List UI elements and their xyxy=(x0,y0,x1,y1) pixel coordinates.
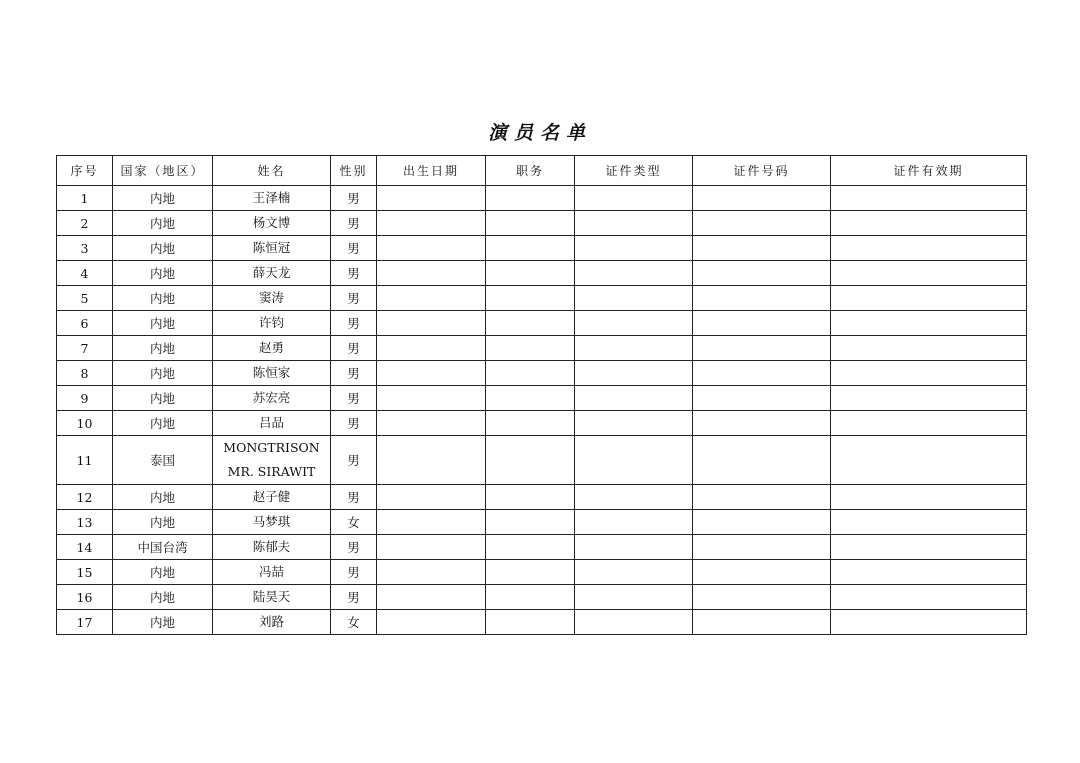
cell-id-number xyxy=(693,411,831,436)
cell-name xyxy=(213,261,331,286)
cell-id-type xyxy=(575,510,693,535)
cell-id-number xyxy=(693,436,831,485)
cell-name xyxy=(213,361,331,386)
cell-position xyxy=(486,261,575,286)
cell-birth-date xyxy=(377,236,486,261)
cell-id-number xyxy=(693,311,831,336)
cell-gender: 男 xyxy=(331,261,377,286)
cell-gender: 男 xyxy=(331,211,377,236)
page-title: 演员名单 xyxy=(487,122,592,144)
name-line: 陈恒家 xyxy=(252,365,291,380)
cell-position xyxy=(486,436,575,485)
cell-id-expiry xyxy=(831,336,1027,361)
header-row xyxy=(57,156,1027,186)
cell-id-expiry xyxy=(831,186,1027,211)
cell-id-expiry xyxy=(831,286,1027,311)
cell-region: 内地 xyxy=(113,311,213,336)
column-header-gender: 性别 xyxy=(331,156,377,186)
cell-gender: 男 xyxy=(331,336,377,361)
cell-no: 9 xyxy=(57,386,113,411)
cell-position xyxy=(486,610,575,635)
cell-id-expiry xyxy=(831,261,1027,286)
cell-region: 内地 xyxy=(113,286,213,311)
cell-id-type xyxy=(575,286,693,311)
cell-name xyxy=(213,411,331,436)
cell-region: 内地 xyxy=(113,411,213,436)
table-row xyxy=(57,535,1027,560)
name-line: MR. SIRAWIT xyxy=(227,464,316,479)
cell-id-type xyxy=(575,186,693,211)
table-row xyxy=(57,311,1027,336)
cell-id-expiry xyxy=(831,311,1027,336)
cell-region: 内地 xyxy=(113,211,213,236)
cell-name xyxy=(213,336,331,361)
cell-id-type xyxy=(575,560,693,585)
cell-name xyxy=(213,485,331,510)
cell-name xyxy=(213,436,331,485)
cell-id-type xyxy=(575,261,693,286)
cell-gender: 男 xyxy=(331,186,377,211)
cell-id-type xyxy=(575,436,693,485)
cell-id-type xyxy=(575,485,693,510)
cell-region: 内地 xyxy=(113,510,213,535)
cell-name xyxy=(213,311,331,336)
cell-birth-date xyxy=(377,261,486,286)
table-row xyxy=(57,485,1027,510)
cell-id-number xyxy=(693,485,831,510)
cell-id-expiry xyxy=(831,585,1027,610)
name-line: 赵子健 xyxy=(252,489,291,504)
cell-gender: 男 xyxy=(331,311,377,336)
cell-name xyxy=(213,535,331,560)
cell-region: 内地 xyxy=(113,361,213,386)
cell-id-type xyxy=(575,211,693,236)
cell-birth-date xyxy=(377,336,486,361)
cell-birth-date xyxy=(377,535,486,560)
cell-id-expiry xyxy=(831,411,1027,436)
cell-no: 7 xyxy=(57,336,113,361)
cell-no: 17 xyxy=(57,610,113,635)
cell-id-type xyxy=(575,386,693,411)
cell-name xyxy=(213,186,331,211)
cell-birth-date xyxy=(377,436,486,485)
cell-id-number xyxy=(693,585,831,610)
column-header-id-number: 证件号码 xyxy=(693,156,831,186)
cell-id-expiry xyxy=(831,510,1027,535)
cell-id-type xyxy=(575,585,693,610)
cell-region: 中国台湾 xyxy=(113,535,213,560)
table-row xyxy=(57,510,1027,535)
cell-birth-date xyxy=(377,585,486,610)
table-row xyxy=(57,436,1027,485)
cell-gender: 男 xyxy=(331,560,377,585)
cell-birth-date xyxy=(377,386,486,411)
table-row xyxy=(57,286,1027,311)
column-header-birth-date: 出生日期 xyxy=(377,156,486,186)
cell-name xyxy=(213,236,331,261)
cell-gender: 男 xyxy=(331,236,377,261)
name-line: 马梦琪 xyxy=(252,514,291,529)
cell-name xyxy=(213,585,331,610)
cell-name xyxy=(213,560,331,585)
cell-id-expiry xyxy=(831,436,1027,485)
cell-id-expiry xyxy=(831,610,1027,635)
cell-gender: 女 xyxy=(331,610,377,635)
cell-id-number xyxy=(693,186,831,211)
table-row xyxy=(57,336,1027,361)
table-row xyxy=(57,560,1027,585)
cell-position xyxy=(486,411,575,436)
cell-region: 内地 xyxy=(113,585,213,610)
cell-name xyxy=(213,610,331,635)
cell-id-number xyxy=(693,610,831,635)
table-row xyxy=(57,386,1027,411)
column-header-id-type: 证件类型 xyxy=(575,156,693,186)
cell-gender: 男 xyxy=(331,286,377,311)
cell-no: 3 xyxy=(57,236,113,261)
cell-region: 内地 xyxy=(113,386,213,411)
cell-no: 5 xyxy=(57,286,113,311)
cell-id-number xyxy=(693,386,831,411)
cell-name xyxy=(213,386,331,411)
cell-id-number xyxy=(693,560,831,585)
cell-birth-date xyxy=(377,610,486,635)
name-line: 窦涛 xyxy=(258,290,284,305)
cell-id-type xyxy=(575,361,693,386)
name-line: 苏宏亮 xyxy=(252,390,291,405)
cell-region: 内地 xyxy=(113,485,213,510)
cell-name xyxy=(213,211,331,236)
cell-region: 内地 xyxy=(113,560,213,585)
cell-birth-date xyxy=(377,361,486,386)
cell-birth-date xyxy=(377,510,486,535)
name-line: 吕品 xyxy=(258,415,284,430)
name-line: 杨文博 xyxy=(252,215,291,230)
cell-gender: 男 xyxy=(331,436,377,485)
name-line: MONGTRISON xyxy=(223,440,320,455)
cell-position xyxy=(486,286,575,311)
column-header-region: 国家（地区） xyxy=(113,156,213,186)
cell-no: 10 xyxy=(57,411,113,436)
table-row xyxy=(57,411,1027,436)
cell-position xyxy=(486,311,575,336)
column-header-name: 姓名 xyxy=(213,156,331,186)
cell-no: 12 xyxy=(57,485,113,510)
cell-id-number xyxy=(693,361,831,386)
cell-id-type xyxy=(575,610,693,635)
cell-region: 泰国 xyxy=(113,436,213,485)
name-line: 刘路 xyxy=(258,614,284,629)
name-line: 陈郁夫 xyxy=(252,539,291,554)
cell-id-expiry xyxy=(831,211,1027,236)
cell-id-number xyxy=(693,211,831,236)
cell-id-type xyxy=(575,411,693,436)
cell-id-number xyxy=(693,286,831,311)
column-header-position: 职务 xyxy=(486,156,575,186)
table-row xyxy=(57,610,1027,635)
cell-id-type xyxy=(575,236,693,261)
cell-gender: 男 xyxy=(331,535,377,560)
cell-position xyxy=(486,336,575,361)
cell-position xyxy=(486,361,575,386)
cell-no: 2 xyxy=(57,211,113,236)
table-row xyxy=(57,361,1027,386)
cell-birth-date xyxy=(377,211,486,236)
name-line: 薛天龙 xyxy=(252,265,291,280)
cell-gender: 女 xyxy=(331,510,377,535)
cell-no: 14 xyxy=(57,535,113,560)
cell-region: 内地 xyxy=(113,336,213,361)
cell-position xyxy=(486,186,575,211)
cell-gender: 男 xyxy=(331,485,377,510)
cell-no: 16 xyxy=(57,585,113,610)
cell-id-number xyxy=(693,261,831,286)
cell-no: 13 xyxy=(57,510,113,535)
cell-id-number xyxy=(693,535,831,560)
cell-birth-date xyxy=(377,485,486,510)
cell-name xyxy=(213,510,331,535)
column-header-id-expiry: 证件有效期 xyxy=(831,156,1027,186)
cell-id-expiry xyxy=(831,236,1027,261)
table-row xyxy=(57,186,1027,211)
cell-region: 内地 xyxy=(113,236,213,261)
cell-birth-date xyxy=(377,560,486,585)
cell-position xyxy=(486,211,575,236)
cell-position xyxy=(486,386,575,411)
name-line: 赵勇 xyxy=(258,340,284,355)
cell-no: 6 xyxy=(57,311,113,336)
name-line: 王泽楠 xyxy=(252,190,291,205)
cell-name xyxy=(213,286,331,311)
cell-no: 1 xyxy=(57,186,113,211)
cell-id-expiry xyxy=(831,560,1027,585)
table-body xyxy=(57,186,1027,635)
cell-id-expiry xyxy=(831,485,1027,510)
cell-gender: 男 xyxy=(331,411,377,436)
cell-no: 11 xyxy=(57,436,113,485)
cell-id-number xyxy=(693,336,831,361)
table-row xyxy=(57,211,1027,236)
cell-birth-date xyxy=(377,286,486,311)
table-row xyxy=(57,261,1027,286)
cell-region: 内地 xyxy=(113,261,213,286)
column-header-no: 序号 xyxy=(57,156,113,186)
cell-position xyxy=(486,585,575,610)
cell-id-number xyxy=(693,236,831,261)
table-row xyxy=(57,236,1027,261)
cell-gender: 男 xyxy=(331,585,377,610)
cell-birth-date xyxy=(377,186,486,211)
cell-position xyxy=(486,236,575,261)
cell-region: 内地 xyxy=(113,186,213,211)
cell-position xyxy=(486,510,575,535)
cell-id-number xyxy=(693,510,831,535)
cell-id-type xyxy=(575,311,693,336)
cell-position xyxy=(486,535,575,560)
cast-list-table xyxy=(56,155,1027,635)
cell-birth-date xyxy=(377,311,486,336)
cell-id-expiry xyxy=(831,386,1027,411)
cell-id-expiry xyxy=(831,361,1027,386)
cell-id-type xyxy=(575,535,693,560)
cell-no: 15 xyxy=(57,560,113,585)
cell-no: 8 xyxy=(57,361,113,386)
table-row xyxy=(57,585,1027,610)
cell-gender: 男 xyxy=(331,386,377,411)
name-line: 许钧 xyxy=(258,315,284,330)
cell-id-expiry xyxy=(831,535,1027,560)
cell-no: 4 xyxy=(57,261,113,286)
name-line: 冯喆 xyxy=(258,564,284,579)
cell-id-type xyxy=(575,336,693,361)
name-line: 陆昊天 xyxy=(252,589,291,604)
cell-gender: 男 xyxy=(331,361,377,386)
cell-position xyxy=(486,485,575,510)
name-line: 陈恒冠 xyxy=(252,240,291,255)
cell-region: 内地 xyxy=(113,610,213,635)
cell-birth-date xyxy=(377,411,486,436)
cell-position xyxy=(486,560,575,585)
